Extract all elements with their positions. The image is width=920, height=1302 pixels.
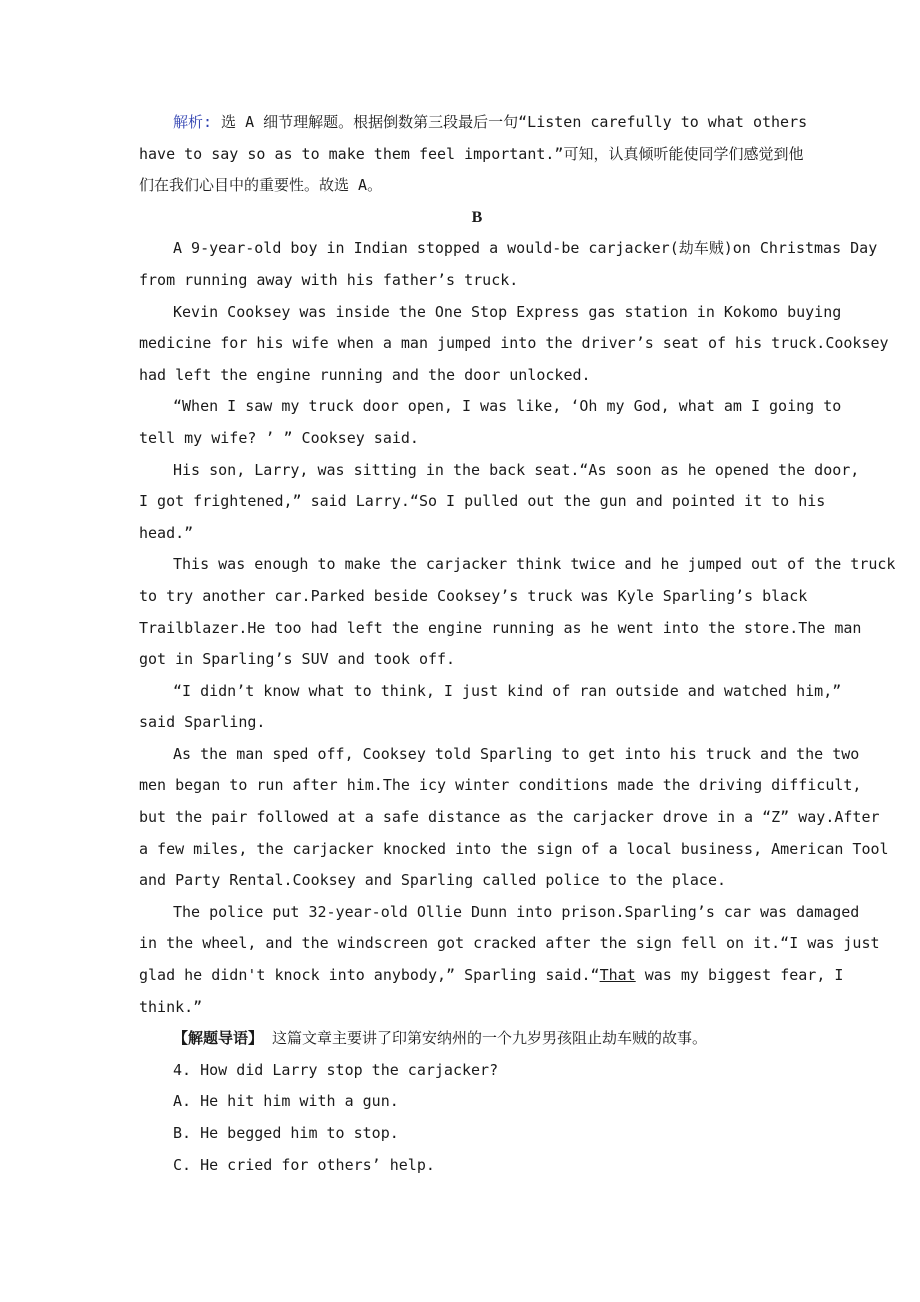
passage-line: a few miles, the carjacker knocked into the sign of a local business, American Tool (139, 839, 889, 858)
passage-line: “When I saw my truck door open, I was like, ‘Oh my God, what am I going to (173, 397, 842, 416)
passage-line: Trailblazer.He too had left the engine running as he went into the store.The man (139, 618, 862, 637)
guide-label: 【解题导语】 (173, 1029, 264, 1048)
passage-line: think.” (139, 997, 203, 1016)
answer-explanation-line-2: have to say so as to make them feel important.”可知，认真倾听能使同学们感觉到他 (139, 144, 804, 163)
explanation-label: 解析: (173, 113, 213, 131)
passage-line: said Sparling. (139, 713, 266, 732)
passage-line: head.” (139, 523, 194, 542)
passage-line: medicine for his wife when a man jumped into the driver’s seat of his truck.Cooksey (139, 334, 889, 353)
passage-line: had left the engine running and the door unlocked. (139, 365, 591, 384)
guide-line (139, 1023, 815, 1055)
passage-line: from running away with his father’s truck. (139, 270, 519, 289)
passage-line: in the wheel, and the windscreen got cracked after the sign fell on it.“I was just (139, 934, 880, 953)
underlined-word: That (599, 966, 636, 985)
passage-line: Kevin Cooksey was inside the One Stop Express gas station in Kokomo buying (173, 302, 842, 321)
passage-line: but the pair followed at a safe distance as the carjacker drove in a “Z” way.After (139, 808, 880, 827)
question-stem: 4. How did Larry stop the carjacker? (173, 1060, 499, 1079)
explanation-text: 选 A 细节理解题。根据倒数第三段最后一句“Listen carefully to what others (212, 113, 808, 131)
document-page (139, 107, 896, 1181)
passage-line: As the man sped off, Cooksey told Sparling to get into his truck and the two (173, 744, 860, 763)
passage-line: The police put 32-year-old Ollie Dunn into prison.Sparling’s car was damaged (173, 902, 860, 921)
passage-line: to try another car.Parked beside Cooksey’s truck was Kyle Sparling’s black (139, 586, 808, 605)
passage-text: glad he didn't knock into anybody,” Sparling said.“ (139, 966, 600, 985)
section-title: B (471, 208, 483, 226)
answer-explanation-line-3: 们在我们心目中的重要性。故选 A。 (139, 176, 383, 195)
passage-line: This was enough to make the carjacker think twice and he jumped out of the truck (173, 555, 896, 574)
question-option-a: A. He hit him with a gun. (173, 1092, 399, 1111)
passage-line: got in Sparling’s SUV and took off. (139, 650, 456, 669)
passage-line: men began to run after him.The icy winter conditions made the driving difficult, (139, 776, 862, 795)
passage-line: and Party Rental.Cooksey and Sparling called police to the place. (139, 871, 726, 890)
passage-text: was my biggest fear, I (635, 966, 844, 985)
passage-line: “I didn’t know what to think, I just kind of ran outside and watched him,” (173, 681, 842, 700)
passage-line: His son, Larry, was sitting in the back seat.“As soon as he opened the door, (173, 460, 860, 479)
passage-line (139, 960, 844, 992)
passage-line: A 9-year-old boy in Indian stopped a would-be carjacker(劫车贼)on Christmas Day (173, 239, 878, 258)
guide-text: 这篇文章主要讲了印第安纳州的一个九岁男孩阻止劫车贼的故事。 (263, 1029, 708, 1048)
passage-line: I got frightened,” said Larry.“So I pulled out the gun and pointed it to his (139, 492, 826, 511)
passage-line: tell my wife? ’ ” Cooksey said. (139, 428, 419, 447)
answer-explanation-line-1 (139, 107, 815, 139)
question-option-b: B. He begged him to stop. (173, 1124, 399, 1142)
question-option-c: C. He cried for others’ help. (173, 1155, 435, 1174)
